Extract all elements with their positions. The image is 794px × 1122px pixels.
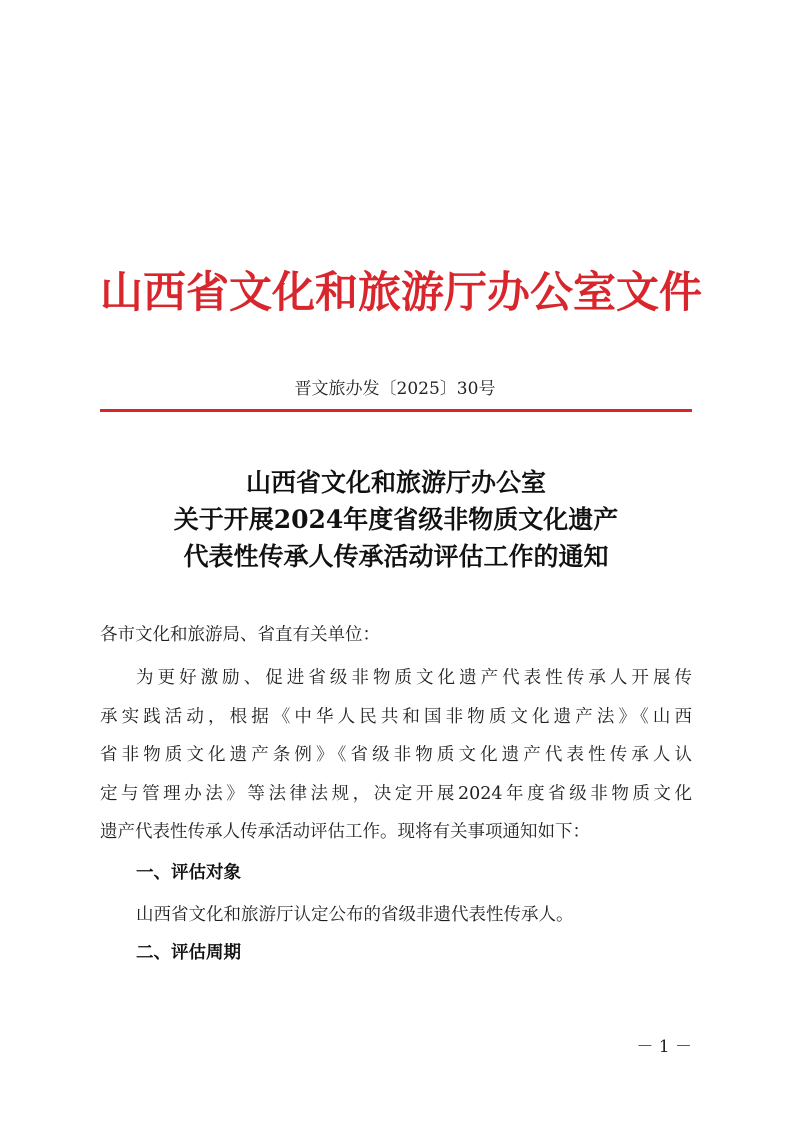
- section-1-body: 山西省文化和旅游厅认定公布的省级非遗代表性传承人。: [136, 905, 574, 925]
- intro-line-2: 承实践活动，根据《中华人民共和国非物质文化遗产法》《山西: [100, 706, 692, 727]
- red-separator-line: [100, 409, 692, 412]
- page-number: － 1 －: [636, 1037, 692, 1057]
- notice-title-line-1: 山西省文化和旅游厅办公室: [245, 468, 546, 497]
- section-2-heading: 二、评估周期: [136, 943, 241, 963]
- document-number: 晋文旅办发〔2025〕30号: [294, 379, 496, 399]
- issuer-header-title: 山西省文化和旅游厅办公室文件: [100, 268, 702, 318]
- notice-title-line-2: 关于开展2024年度省级非物质文化遗产: [173, 505, 619, 534]
- intro-line-5: 遗产代表性传承人传承活动评估工作。现将有关事项通知如下：: [100, 822, 590, 843]
- intro-paragraph: [100, 659, 692, 852]
- notice-title: [100, 464, 692, 575]
- notice-title-line-3: 代表性传承人传承活动评估工作的通知: [183, 542, 609, 571]
- addressee: 各市文化和旅游局、省直有关单位：: [100, 625, 380, 645]
- section-1-heading: 一、评估对象: [136, 863, 241, 883]
- intro-line-1: 为更好激励、促进省级非物质文化遗产代表性传承人开展传: [136, 668, 692, 688]
- intro-line-4: 定与管理办法》等法律法规，决定开展2024年度省级非物质文化: [100, 783, 692, 804]
- intro-line-3: 省非物质文化遗产条例》《省级非物质文化遗产代表性传承人认: [100, 745, 692, 766]
